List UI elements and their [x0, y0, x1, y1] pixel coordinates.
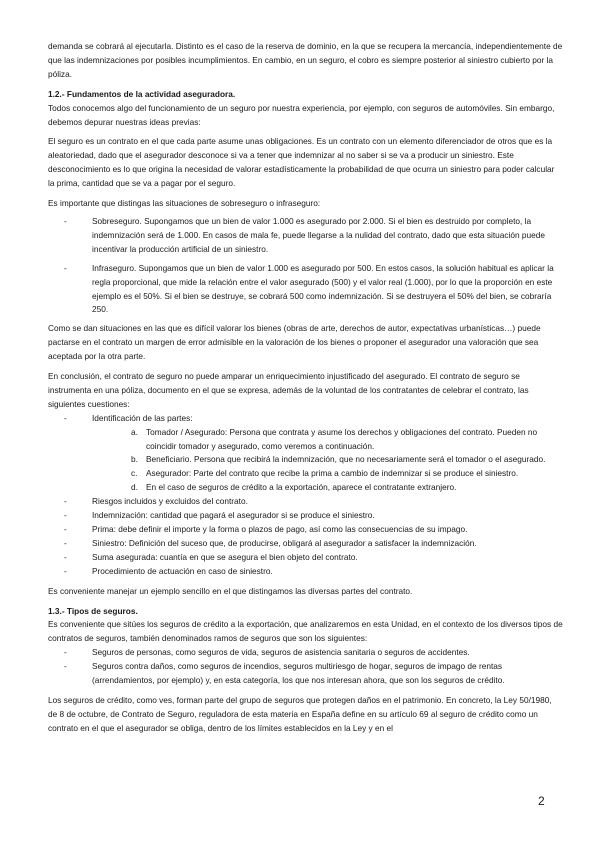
list-item-parte: [92, 453, 563, 467]
list-item-cuestion: - Indemnización: cantidad que pagará el asegurador si se produce el siniestro.: [48, 509, 563, 523]
paragraph-intro: demanda se cobrará al ejecutarla. Distinto es el caso de la reserva de dominio, en la que se recupera la mercancía, independientemente de que las indemnizaciones por posibles incumplimientos. En cambio, en un seguro, el cobro es siempre posterior al siniestro cubierto por la póliza.: [48, 41, 563, 79]
list-marker: d.: [131, 482, 138, 493]
document-page: [48, 40, 563, 736]
paragraph-conveniente: Es conveniente manejar un ejemplo sencillo en el que distingamos las diversas partes del contrato.: [48, 585, 413, 596]
paragraph-tipos: Es conveniente que sitúes los seguros de crédito a la exportación, que analizaremos en esta Unidad, en el contexto de los diversos tipos de contratos de seguros, también denominados ramos de seguros que son los siguientes:: [48, 619, 563, 644]
list-cuestiones: [48, 412, 563, 579]
list-marker: b.: [131, 454, 138, 465]
list-item-parte: [92, 467, 563, 481]
paragraph-importante: Es importante que distingas las situaciones de sobreseguro o infraseguro:: [48, 198, 321, 209]
list-item-tipo: - Seguros contra daños, como seguros de incendios, seguros multiriesgo de hogar, seguros de impago de rentas (arrendamientos, por ejemplo) y, en esta categoría, los que nos interesan ahora, que son los seguros de crédito.: [48, 660, 563, 688]
list-item-cuestion: - Procedimiento de actuación en caso de siniestro.: [48, 565, 563, 579]
paragraph-final: Los seguros de crédito, como ves, forman parte del grupo de seguros que protegen daños en el patrimonio. En concreto, la Ley 50/1980, de 8 de octubre, de Contrato de Seguro, reguladora de esta materia en España define en su artículo 69 al seguro de crédito como un contrato en el que el asegurador se obliga, dentro de los límites establecidos en la Ley y en el: [48, 694, 552, 733]
list-item-cuestion: - Prima: debe definir el importe y la forma o plazos de pago, así como las consecuencias de su impago.: [48, 523, 563, 537]
list-tipos: [48, 646, 563, 688]
heading-tipos: 1.3.- Tipos de seguros.: [48, 605, 138, 616]
list-partes: [92, 426, 563, 496]
list-sobreseguro-infraseguro: [48, 215, 563, 317]
list-item-cuestion: - Riesgos incluidos y excluidos del contrato.: [48, 495, 563, 509]
list-item-parte: [92, 426, 563, 454]
list-item-sobreseguro: - Sobreseguro. Supongamos que un bien de valor 1.000 es asegurado por 2.000. Si el bien es destruido por completo, la indemnización será de 1.000. En casos de mala fe, puede llegarse a la nulidad del contrato, dado que esta situación puede incentivar la producción artificial de un siniestro.: [48, 215, 563, 257]
list-item-cuestion: - Siniestro: Definición del suceso que, de producirse, obligará al asegurador a satisfacer la indemnización.: [48, 537, 563, 551]
list-marker: c.: [131, 468, 138, 479]
paragraph-todos: Todos conocemos algo del funcionamiento de un seguro por nuestra experiencia, por ejemplo, con seguros de automóviles. Sin embargo, debemos depurar nuestras ideas previas:: [48, 102, 555, 127]
list-item-cuestion: - Suma asegurada: cuantía en que se asegura el bien objeto del contrato.: [48, 551, 563, 565]
list-item-parte: [92, 481, 563, 495]
list-item-infraseguro: - Infraseguro. Supongamos que un bien de valor 1.000 es asegurado por 500. En estos casos, la solución habitual es aplicar la regla proporcional, que mide la relación entre el valor asegurado (500) y el valor real (1.000), por lo que la proporción en este ejemplo es el 50%. Si el bien se destruye, se cobrará 500 como indemnización. Si se destruyera el 50% del bien, se cobraría 250.: [48, 262, 563, 318]
heading-fundamentos: 1.2.- Fundamentos de la actividad aseguradora.: [48, 88, 236, 99]
list-item-text: En el caso de seguros de crédito a la exportación, aparece el contratante extranjero.: [146, 482, 457, 493]
paragraph-como: Como se dan situaciones en las que es difícil valorar los bienes (obras de arte, derechos de autor, expectativas urbanísticas…) puede pactarse en el contrato un margen de error admisible en la valoración de los bienes o proponer el asegurador una valoración que sea aceptada por la otra parte.: [48, 323, 541, 362]
paragraph-conclusion: En conclusión, el contrato de seguro no puede amparar un enriquecimiento injustificado del asegurado. El contrato de seguro se instrumenta en una póliza, documento en el que se expresa, además de la voluntad de los contratantes de celebrar el contrato, las siguientes cuestiones:: [48, 371, 529, 409]
page-number: 2: [538, 794, 545, 808]
list-item-text: Beneficiario. Persona que recibirá la indemnización, que no necesariamente será el tomador o el asegurado.: [146, 454, 546, 465]
list-item-text: Tomador / Asegurado: Persona que contrata y asume los derechos y obligaciones del contrato. Pueden no coincidir tomador y asegurado, como veremos a continuación.: [146, 426, 538, 451]
list-item-tipo: - Seguros de personas, como seguros de vida, seguros de asistencia sanitaria o seguros de accidentes.: [48, 646, 563, 660]
list-item-text: Asegurador: Parte del contrato que recibe la prima a cambio de indemnizar si se produce el siniestro.: [146, 468, 519, 479]
paragraph-seguro-contrato: El seguro es un contrato en el que cada parte asume unas obligaciones. Es un contrato con un elemento diferenciador de otros que es la aleatoriedad, dado que el asegurador desconoce si va a tener que indemnizar al no saber si se va a producir un siniestro. Este desconocimiento es lo que origina la necesidad de valorar estadísticamente la probabilidad de que ocurra un siniestro para poder calcular la prima, cantidad que se va a pagar por el seguro.: [48, 136, 555, 189]
identificacion-label: Identificación de las partes:: [92, 412, 193, 423]
list-item-identificacion: [48, 412, 563, 495]
list-marker: a.: [131, 426, 138, 437]
